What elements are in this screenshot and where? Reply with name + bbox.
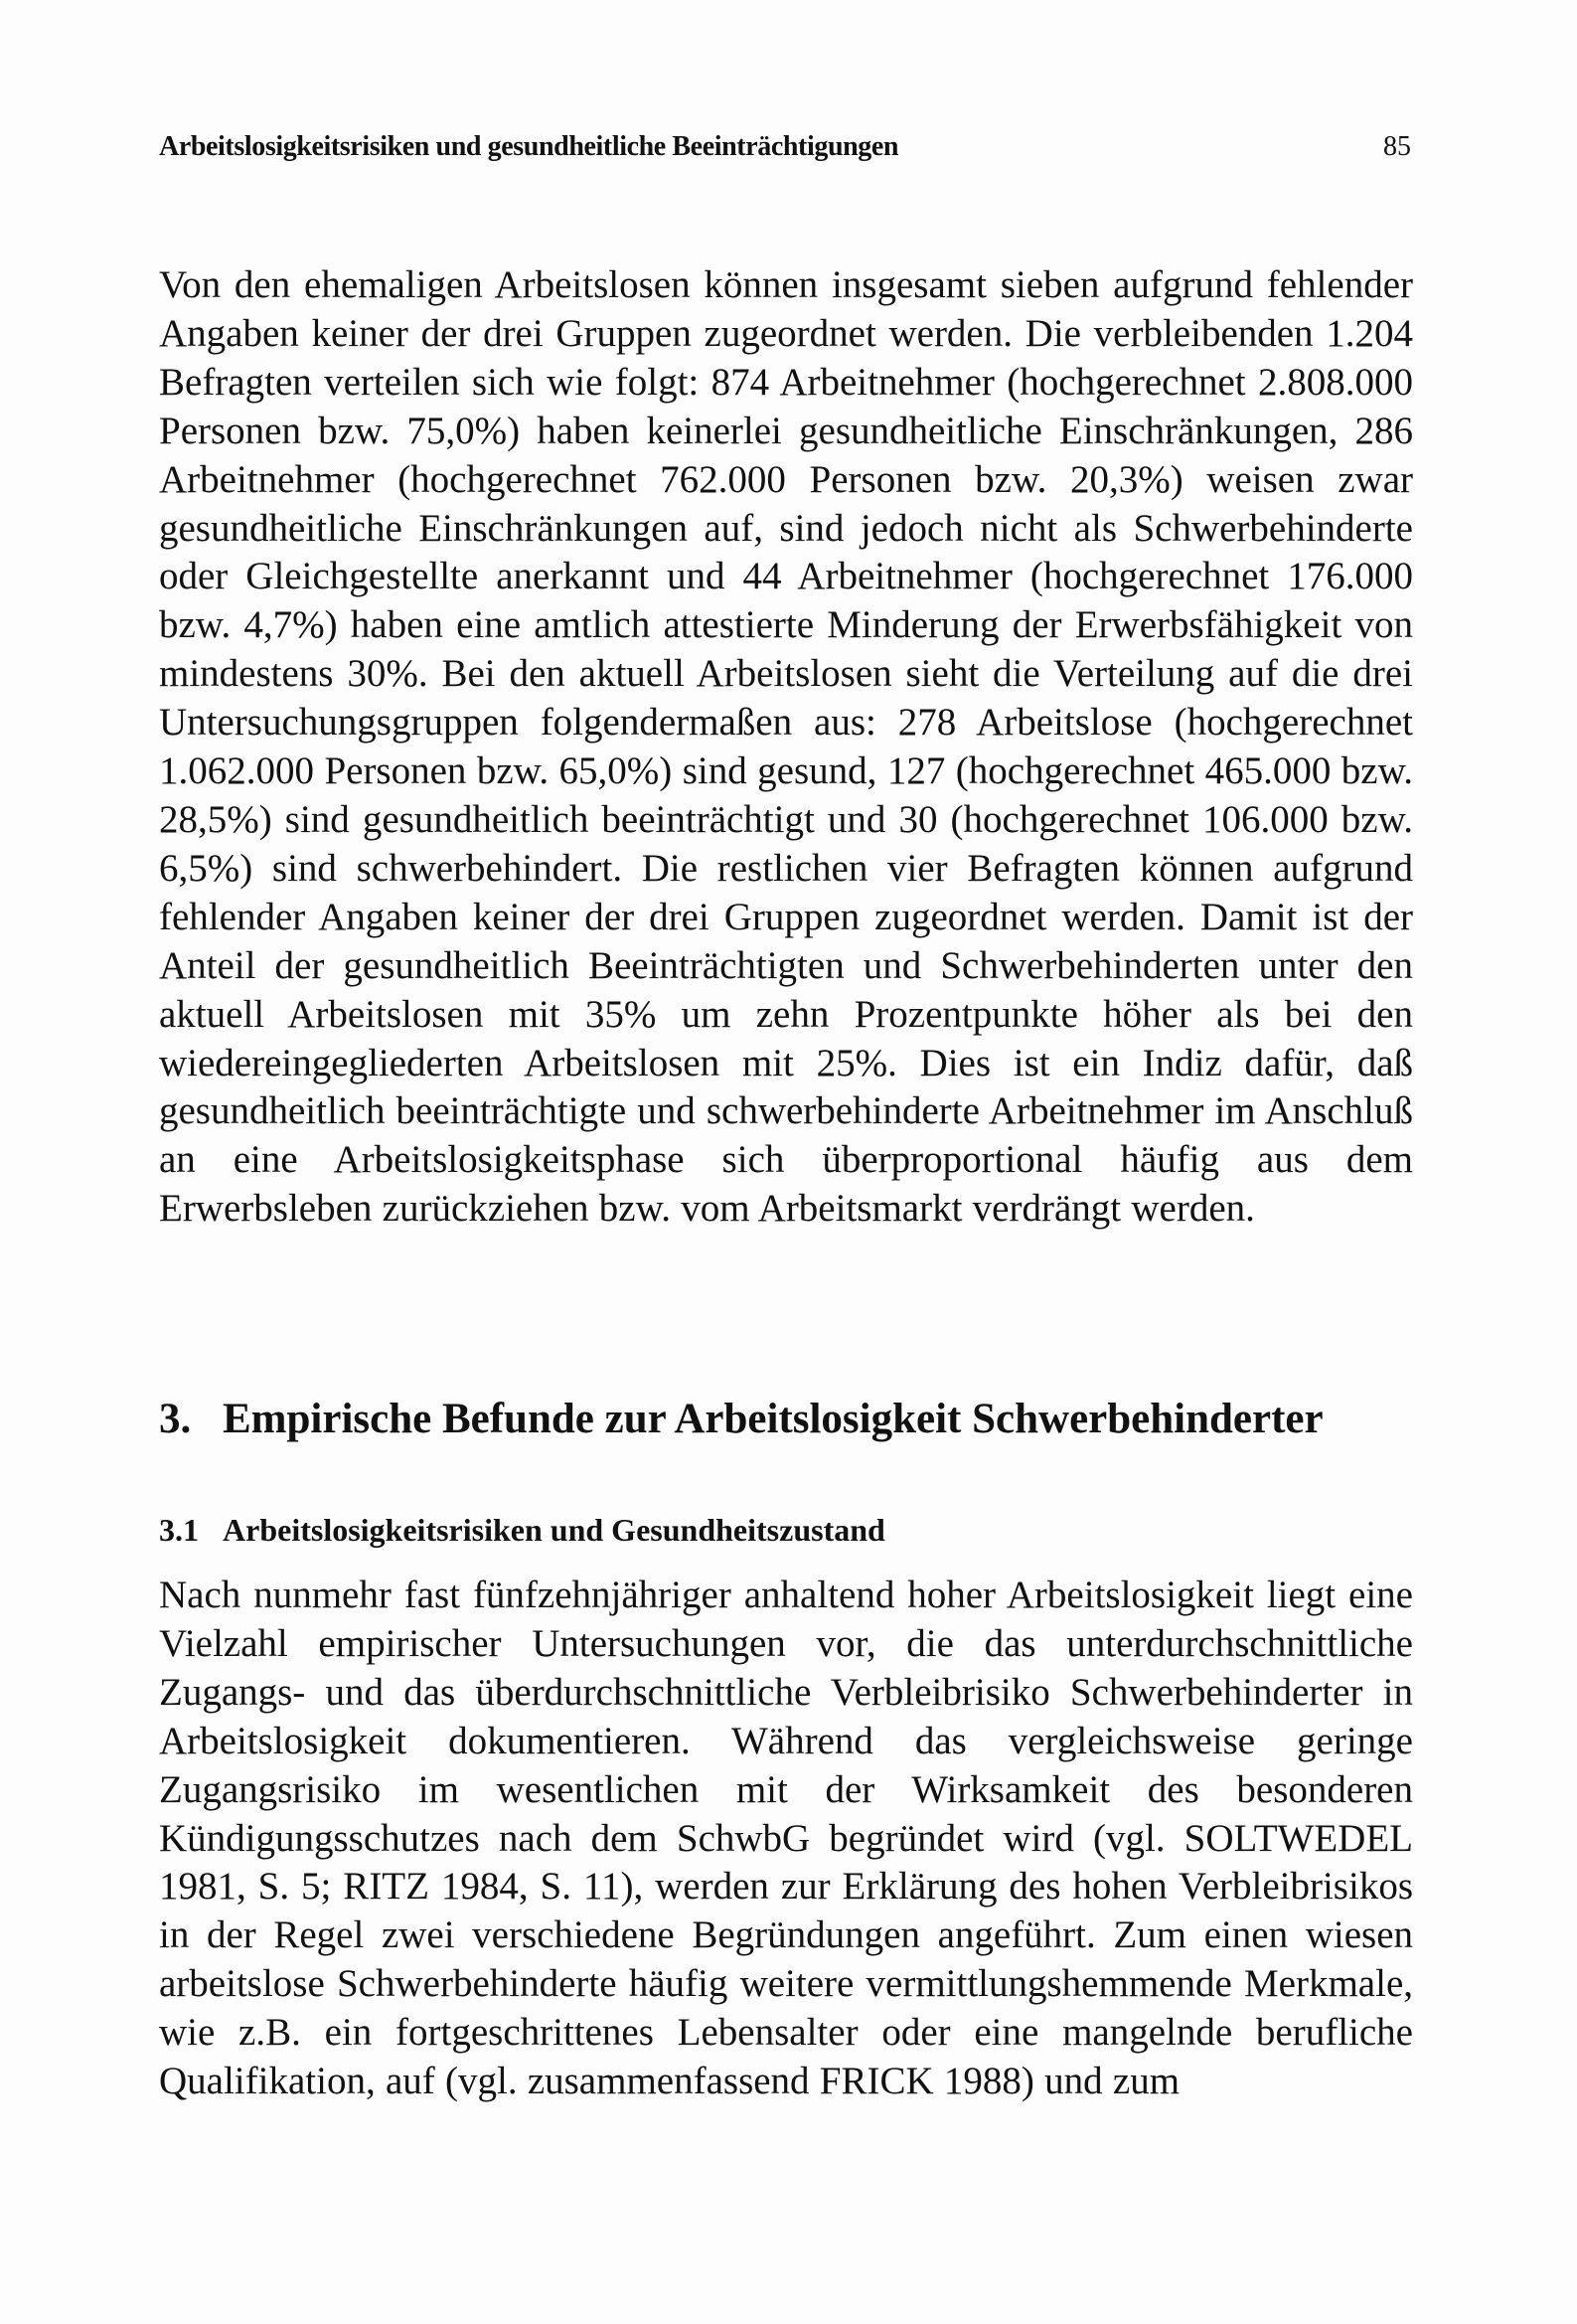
subsection-heading bbox=[159, 1512, 1413, 1549]
subsection-number: 3.1 bbox=[159, 1512, 199, 1548]
running-title: Arbeitslosigkeitsrisiken und gesundheitliche Beeinträchtigungen bbox=[159, 131, 899, 162]
subsection-title: Arbeitslosigkeitsrisiken und Gesundheitszustand bbox=[223, 1512, 885, 1548]
body-paragraph-1: Von den ehemaligen Arbeitslosen können insgesamt sieben aufgrund fehlender Angaben keiner der drei Gruppen zugeordnet werden. Die verbleibenden 1.204 Befragten verteilen sich wie folgt: 874 Arbeitnehmer (hochgerechnet 2.808.000 Personen bzw. 75,0%) haben keinerlei gesundheitliche Einschränkungen, 286 Arbeitnehmer (hochgerechnet 762.000 Personen bzw. 20,3%) weisen zwar gesundheitliche Einschränkungen auf, sind jedoch nicht als Schwerbehinderte oder Gleichgestellte anerkannt und 44 Arbeitnehmer (hochgerechnet 176.000 bzw. 4,7%) haben eine amtlich attestierte Minderung der Erwerbsfähigkeit von mindestens 30%. Bei den aktuell Arbeitslosen sieht die Verteilung auf die drei Untersuchungsgruppen folgendermaßen aus: 278 Arbeitslose (hochgerechnet 1.062.000 Personen bzw. 65,0%) sind gesund, 127 (hochgerechnet 465.000 bzw. 28,5%) sind gesundheitlich beeinträchtigt und 30 (hochgerechnet 106.000 bzw. 6,5%) sind schwerbehindert. Die restlichen vier Befragten können aufgrund fehlender Angaben keiner der drei Gruppen zugeordnet werden. Damit ist der Anteil der gesundheitlich Beeinträchtigten und Schwerbehinderten unter den aktuell Arbeitslosen mit 35% um zehn Prozentpunkte höher als bei den wiedereingegliederten Arbeitslosen mit 25%. Dies ist ein Indiz dafür, daß gesundheitlich beeinträchtigte und schwerbehinderte Arbeitnehmer im Anschluß an eine Arbeitslosigkeitsphase sich überproportional häufig aus dem Erwerbsleben zurückziehen bzw. vom Arbeitsmarkt verdrängt werden. bbox=[159, 263, 1413, 1231]
section-heading bbox=[159, 1395, 1413, 1443]
section-title: Empirische Befunde zur Arbeitslosigkeit Schwerbehinderter bbox=[223, 1396, 1324, 1442]
page-number: 85 bbox=[1383, 131, 1411, 162]
body-paragraph-2: Nach nunmehr fast fünfzehnjähriger anhaltend hoher Arbeitslosigkeit liegt eine Vielzahl empirischer Untersuchungen vor, die das unterdurchschnittliche Zugangs- und das überdurchschnittliche Verbleibrisiko Schwerbehinderter in Arbeitslosigkeit dokumentieren. Während das vergleichsweise geringe Zugangsrisiko im wesentlichen mit der Wirksamkeit des besonderen Kündigungsschutzes nach dem SchwbG begründet wird (vgl. SOLTWEDEL 1981, S. 5; RITZ 1984, S. 11), werden zur Erklärung des hohen Verbleibrisikos in der Regel zwei verschiedene Begründungen angeführt. Zum einen wiesen arbeitslose Schwerbehinderte häufig weitere vermittlungshemmende Merkmale, wie z.B. ein fortgeschrittenes Lebensalter oder eine mangelnde berufliche Qualifikation, auf (vgl. zusammenfassend FRICK 1988) und zum bbox=[159, 1574, 1413, 2103]
section-number: 3. bbox=[159, 1396, 192, 1442]
running-header bbox=[159, 131, 1411, 171]
